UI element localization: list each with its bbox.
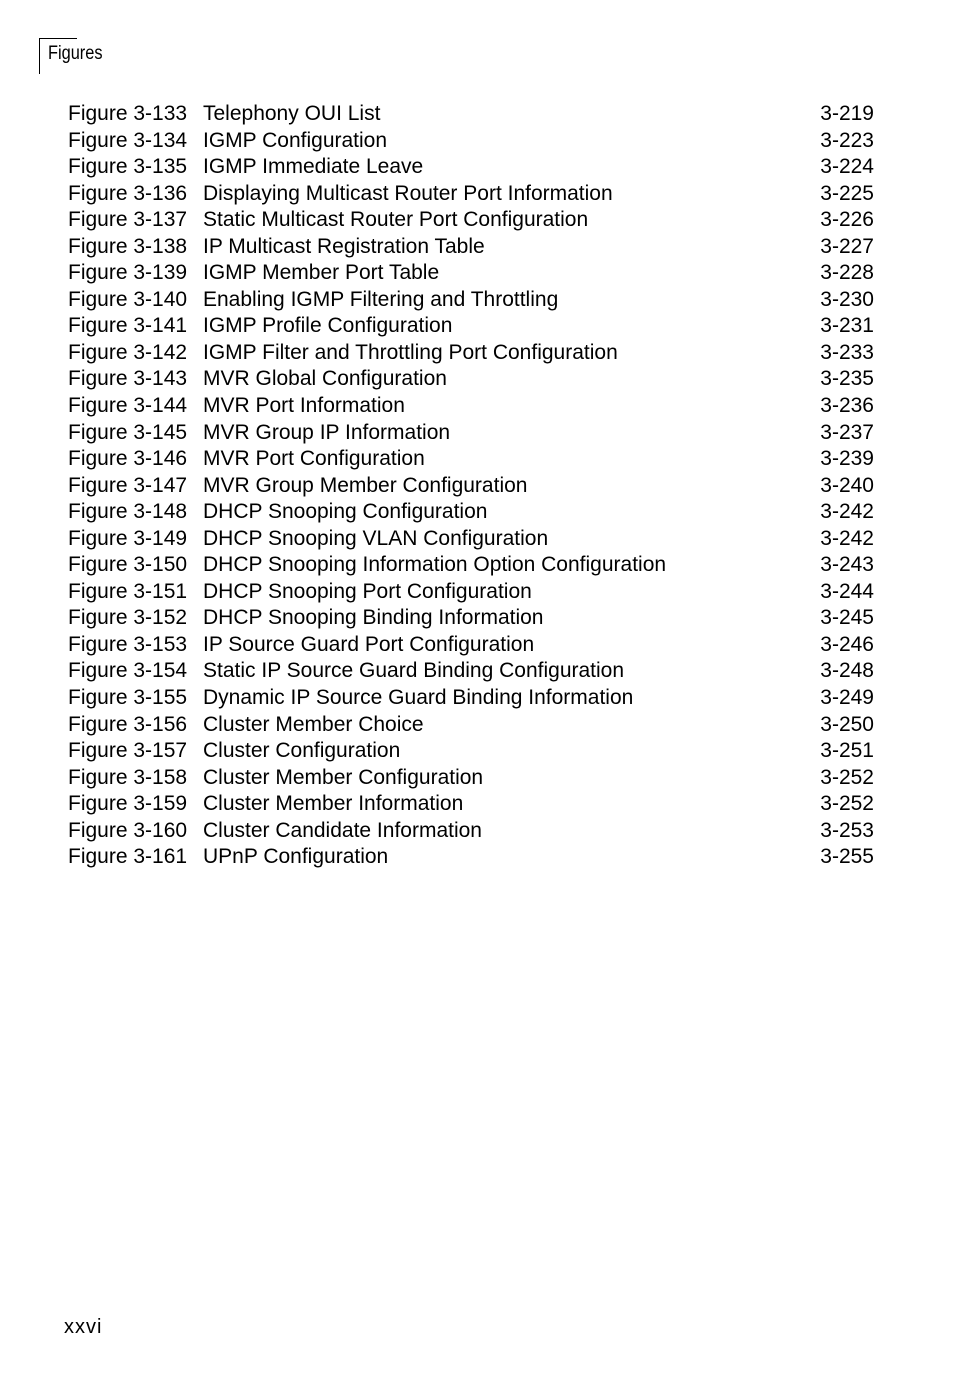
figure-page-ref: 3-244 — [820, 579, 874, 603]
figure-number: Figure 3-144 — [68, 394, 188, 418]
figure-page-ref: 3-250 — [820, 712, 874, 736]
figure-title: Enabling IGMP Filtering and Throttling — [203, 287, 559, 311]
figure-title: MVR Group Member Configuration — [203, 473, 528, 497]
list-item[interactable] — [68, 234, 874, 261]
figure-title: DHCP Snooping Port Configuration — [203, 579, 532, 603]
figure-title: MVR Global Configuration — [203, 367, 447, 391]
figure-page-ref: 3-248 — [820, 659, 874, 683]
figure-number: Figure 3-157 — [68, 739, 188, 763]
figure-title: IGMP Member Port Table — [203, 261, 440, 285]
list-item[interactable] — [68, 420, 874, 447]
figure-page-ref: 3-224 — [820, 155, 874, 179]
figure-number: Figure 3-154 — [68, 659, 188, 683]
list-item[interactable] — [68, 685, 874, 712]
figure-title: IP Source Guard Port Configuration — [203, 632, 535, 656]
figure-number: Figure 3-161 — [68, 845, 188, 869]
list-item[interactable] — [68, 499, 874, 526]
list-of-figures — [68, 101, 874, 871]
list-item[interactable] — [68, 260, 874, 287]
figure-number: Figure 3-141 — [68, 314, 188, 338]
figure-number: Figure 3-134 — [68, 128, 188, 152]
figure-number: Figure 3-152 — [68, 606, 188, 630]
list-item[interactable] — [68, 207, 874, 234]
figure-title: IGMP Immediate Leave — [203, 155, 424, 179]
list-item[interactable] — [68, 154, 874, 181]
list-item[interactable] — [68, 366, 874, 393]
list-item[interactable] — [68, 473, 874, 500]
figure-number: Figure 3-155 — [68, 686, 188, 710]
figure-title: Static IP Source Guard Binding Configuration — [203, 659, 625, 683]
figure-title: Displaying Multicast Router Port Information — [203, 181, 613, 205]
figure-title: IGMP Profile Configuration — [203, 314, 453, 338]
figure-page-ref: 3-242 — [820, 500, 874, 524]
figure-title: UPnP Configuration — [203, 845, 389, 869]
figure-title: Dynamic IP Source Guard Binding Information — [203, 686, 634, 710]
figure-page-ref: 3-243 — [820, 553, 874, 577]
figure-page-ref: 3-239 — [820, 447, 874, 471]
figure-title: IGMP Filter and Throttling Port Configuration — [203, 340, 618, 364]
figure-page-ref: 3-236 — [820, 394, 874, 418]
figure-title: Cluster Configuration — [203, 739, 401, 763]
figure-title: DHCP Snooping VLAN Configuration — [203, 526, 549, 550]
figure-number: Figure 3-158 — [68, 765, 188, 789]
figure-number: Figure 3-147 — [68, 473, 188, 497]
figure-page-ref: 3-219 — [820, 102, 874, 125]
page-number: xxvi — [64, 1316, 103, 1338]
figure-page-ref: 3-230 — [820, 287, 874, 311]
figure-page-ref: 3-227 — [820, 234, 874, 258]
figure-title: Cluster Member Choice — [203, 712, 424, 736]
figure-page-ref: 3-245 — [820, 606, 874, 630]
list-item[interactable] — [68, 844, 874, 871]
figure-number: Figure 3-151 — [68, 579, 188, 603]
figure-title: IP Multicast Registration Table — [203, 234, 485, 258]
figure-page-ref: 3-252 — [820, 792, 874, 816]
figure-number: Figure 3-156 — [68, 712, 188, 736]
figure-title: Cluster Candidate Information — [203, 818, 482, 842]
list-item[interactable] — [68, 526, 874, 553]
list-item[interactable] — [68, 181, 874, 208]
list-item[interactable] — [68, 791, 874, 818]
figure-page-ref: 3-231 — [820, 314, 874, 338]
figure-page-ref: 3-242 — [820, 526, 874, 550]
list-item[interactable] — [68, 340, 874, 367]
figure-page-ref: 3-255 — [820, 845, 874, 869]
running-header: Figures — [48, 43, 103, 64]
figure-page-ref: 3-240 — [820, 473, 874, 497]
figure-page-ref: 3-246 — [820, 632, 874, 656]
figure-number: Figure 3-145 — [68, 420, 188, 444]
figure-page-ref: 3-251 — [820, 739, 874, 763]
list-item[interactable] — [68, 128, 874, 155]
figure-title: DHCP Snooping Binding Information — [203, 606, 544, 630]
figure-number: Figure 3-136 — [68, 181, 188, 205]
list-item[interactable] — [68, 738, 874, 765]
figure-number: Figure 3-153 — [68, 632, 188, 656]
list-item[interactable] — [68, 765, 874, 792]
list-item[interactable] — [68, 101, 874, 128]
figure-title: DHCP Snooping Configuration — [203, 500, 488, 524]
figure-title: Telephony OUI List — [203, 102, 381, 125]
figure-title: Static Multicast Router Port Configuration — [203, 208, 589, 232]
figure-number: Figure 3-139 — [68, 261, 188, 285]
list-item[interactable] — [68, 446, 874, 473]
list-item[interactable] — [68, 658, 874, 685]
list-item[interactable] — [68, 632, 874, 659]
figure-number: Figure 3-138 — [68, 234, 188, 258]
figure-number: Figure 3-143 — [68, 367, 188, 391]
list-item[interactable] — [68, 818, 874, 845]
figure-number: Figure 3-140 — [68, 287, 188, 311]
figure-title: MVR Port Information — [203, 394, 405, 418]
list-item[interactable] — [68, 712, 874, 739]
list-item[interactable] — [68, 579, 874, 606]
figure-page-ref: 3-253 — [820, 818, 874, 842]
figure-page-ref: 3-226 — [820, 208, 874, 232]
figure-page-ref: 3-235 — [820, 367, 874, 391]
figure-page-ref: 3-252 — [820, 765, 874, 789]
figure-title: Cluster Member Information — [203, 792, 464, 816]
list-item[interactable] — [68, 552, 874, 579]
figure-page-ref: 3-228 — [820, 261, 874, 285]
figure-number: Figure 3-148 — [68, 500, 188, 524]
figure-page-ref: 3-249 — [820, 686, 874, 710]
figure-number: Figure 3-150 — [68, 553, 188, 577]
figure-page-ref: 3-237 — [820, 420, 874, 444]
figure-number: Figure 3-160 — [68, 818, 188, 842]
figure-page-ref: 3-225 — [820, 181, 874, 205]
figure-number: Figure 3-149 — [68, 526, 188, 550]
figure-number: Figure 3-159 — [68, 792, 188, 816]
list-item[interactable] — [68, 313, 874, 340]
list-item[interactable] — [68, 287, 874, 314]
figure-number: Figure 3-137 — [68, 208, 188, 232]
figure-number: Figure 3-142 — [68, 340, 188, 364]
list-item[interactable] — [68, 393, 874, 420]
list-item[interactable] — [68, 605, 874, 632]
figure-title: IGMP Configuration — [203, 128, 388, 152]
figure-page-ref: 3-233 — [820, 340, 874, 364]
figure-number: Figure 3-146 — [68, 447, 188, 471]
figure-title: Cluster Member Configuration — [203, 765, 484, 789]
figure-number: Figure 3-135 — [68, 155, 188, 179]
figure-number: Figure 3-133 — [68, 102, 188, 125]
figure-page-ref: 3-223 — [820, 128, 874, 152]
figure-title: MVR Group IP Information — [203, 420, 451, 444]
figure-title: DHCP Snooping Information Option Configuration — [203, 553, 667, 577]
figure-title: MVR Port Configuration — [203, 447, 425, 471]
